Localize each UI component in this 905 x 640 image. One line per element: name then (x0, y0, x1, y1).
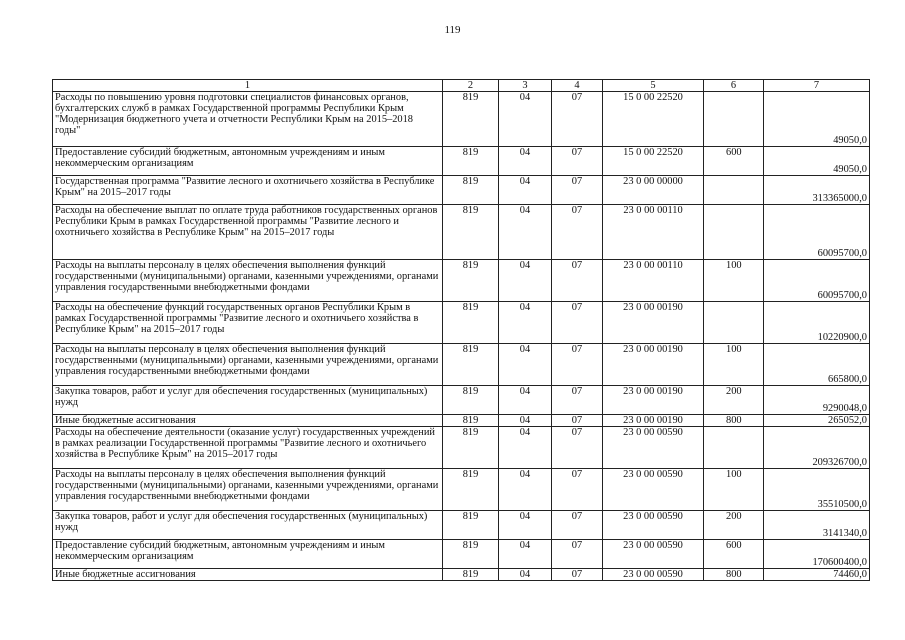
grbs-code: 819 (443, 302, 499, 344)
table-row (53, 176, 870, 205)
expense-type-code (704, 205, 764, 260)
target-article-code: 15 0 00 22520 (603, 147, 704, 176)
row-description: Расходы на выплаты персоналу в целях обеспечения выполнения функций государственными (муниципальными) органами, казенными учреждениями, органами управления государственными внебюджетными фондами (53, 469, 443, 511)
subsection-code: 07 (552, 205, 603, 260)
grbs-code: 819 (443, 511, 499, 540)
expense-type-code (704, 92, 764, 147)
amount-value: 170600400,0 (764, 540, 870, 569)
row-description: Иные бюджетные ассигнования (53, 569, 443, 581)
subsection-code: 07 (552, 386, 603, 415)
grbs-code: 819 (443, 205, 499, 260)
target-article-code: 23 0 00 00590 (603, 540, 704, 569)
amount-value: 265052,0 (764, 415, 870, 427)
row-description: Расходы на обеспечение выплат по оплате труда работников государственных органов Республики Крым в рамках Государственной программы "Развитие лесного и охотничьего хозяйства в Республике Крым" на 2015–2017 годы (53, 205, 443, 260)
row-description: Расходы на выплаты персоналу в целях обеспечения выполнения функций государственными (муниципальными) органами, казенными учреждениями, органами управления государственными внебюджетными фондами (53, 344, 443, 386)
expense-type-code: 200 (704, 511, 764, 540)
grbs-code: 819 (443, 569, 499, 581)
column-header: 6 (704, 80, 764, 92)
column-header: 1 (53, 80, 443, 92)
column-header: 4 (552, 80, 603, 92)
grbs-code: 819 (443, 176, 499, 205)
row-description: Предоставление субсидий бюджетным, автономным учреждениям и иным некоммерческим организациям (53, 147, 443, 176)
row-description: Расходы по повышению уровня подготовки специалистов финансовых органов, бухгалтерских служб в рамках Государственной программы Республики Крым "Модернизация бюджетного учета и отчетности Республики Крым на 2015–2018 годы" (53, 92, 443, 147)
table-row (53, 205, 870, 260)
amount-value: 60095700,0 (764, 260, 870, 302)
row-description: Иные бюджетные ассигнования (53, 415, 443, 427)
section-code: 04 (499, 147, 552, 176)
section-code: 04 (499, 260, 552, 302)
subsection-code: 07 (552, 511, 603, 540)
table-row (53, 386, 870, 415)
table-row (53, 260, 870, 302)
subsection-code: 07 (552, 469, 603, 511)
grbs-code: 819 (443, 386, 499, 415)
grbs-code: 819 (443, 260, 499, 302)
amount-value: 49050,0 (764, 147, 870, 176)
grbs-code: 819 (443, 427, 499, 469)
grbs-code: 819 (443, 344, 499, 386)
section-code: 04 (499, 302, 552, 344)
subsection-code: 07 (552, 540, 603, 569)
expense-type-code: 200 (704, 386, 764, 415)
row-description: Закупка товаров, работ и услуг для обеспечения государственных (муниципальных) нужд (53, 386, 443, 415)
section-code: 04 (499, 511, 552, 540)
target-article-code: 23 0 00 00190 (603, 302, 704, 344)
grbs-code: 819 (443, 469, 499, 511)
table-row (53, 344, 870, 386)
expense-type-code: 800 (704, 415, 764, 427)
expense-type-code: 100 (704, 344, 764, 386)
target-article-code: 15 0 00 22520 (603, 92, 704, 147)
page-number: 119 (444, 24, 461, 36)
expense-type-code (704, 302, 764, 344)
subsection-code: 07 (552, 344, 603, 386)
section-code: 04 (499, 469, 552, 511)
grbs-code: 819 (443, 540, 499, 569)
table-row (53, 540, 870, 569)
row-description: Расходы на выплаты персоналу в целях обеспечения выполнения функций государственными (муниципальными) органами, казенными учреждениями, органами управления государственными внебюджетными фондами (53, 260, 443, 302)
section-code: 04 (499, 569, 552, 581)
amount-value: 60095700,0 (764, 205, 870, 260)
expense-type-code: 800 (704, 569, 764, 581)
section-code: 04 (499, 205, 552, 260)
row-description: Расходы на обеспечение деятельности (оказание услуг) государственных учреждений в рамках реализации Государственной программы "Развитие лесного и охотничьего хозяйства в Республике Крым" на 2015–2017 годы (53, 427, 443, 469)
subsection-code: 07 (552, 415, 603, 427)
target-article-code: 23 0 00 00000 (603, 176, 704, 205)
table-row (53, 569, 870, 581)
row-description: Государственная программа "Развитие лесного и охотничьего хозяйства в Республике Крым" на 2015–2017 годы (53, 176, 443, 205)
target-article-code: 23 0 00 00590 (603, 427, 704, 469)
budget-table (52, 79, 870, 581)
subsection-code: 07 (552, 92, 603, 147)
target-article-code: 23 0 00 00190 (603, 415, 704, 427)
subsection-code: 07 (552, 302, 603, 344)
table-row (53, 415, 870, 427)
target-article-code: 23 0 00 00190 (603, 344, 704, 386)
grbs-code: 819 (443, 415, 499, 427)
section-code: 04 (499, 344, 552, 386)
table-header-row (53, 80, 870, 92)
row-description: Закупка товаров, работ и услуг для обеспечения государственных (муниципальных) нужд (53, 511, 443, 540)
target-article-code: 23 0 00 00590 (603, 511, 704, 540)
table-row (53, 511, 870, 540)
amount-value: 665800,0 (764, 344, 870, 386)
amount-value: 3141340,0 (764, 511, 870, 540)
column-header: 2 (443, 80, 499, 92)
target-article-code: 23 0 00 00590 (603, 469, 704, 511)
section-code: 04 (499, 427, 552, 469)
section-code: 04 (499, 176, 552, 205)
section-code: 04 (499, 92, 552, 147)
amount-value: 209326700,0 (764, 427, 870, 469)
expense-type-code: 600 (704, 540, 764, 569)
amount-value: 49050,0 (764, 92, 870, 147)
section-code: 04 (499, 386, 552, 415)
amount-value: 74460,0 (764, 569, 870, 581)
subsection-code: 07 (552, 569, 603, 581)
row-description: Расходы на обеспечение функций государственных органов Республики Крым в рамках Государственной программы "Развитие лесного и охотничьего хозяйства в Республике Крым" на 2015–2017 годы (53, 302, 443, 344)
table-row (53, 427, 870, 469)
grbs-code: 819 (443, 92, 499, 147)
amount-value: 35510500,0 (764, 469, 870, 511)
target-article-code: 23 0 00 00590 (603, 569, 704, 581)
target-article-code: 23 0 00 00110 (603, 205, 704, 260)
section-code: 04 (499, 540, 552, 569)
grbs-code: 819 (443, 147, 499, 176)
section-code: 04 (499, 415, 552, 427)
subsection-code: 07 (552, 147, 603, 176)
expense-type-code (704, 427, 764, 469)
subsection-code: 07 (552, 427, 603, 469)
expense-type-code (704, 176, 764, 205)
amount-value: 10220900,0 (764, 302, 870, 344)
amount-value: 313365000,0 (764, 176, 870, 205)
subsection-code: 07 (552, 176, 603, 205)
table-row (53, 302, 870, 344)
column-header: 3 (499, 80, 552, 92)
target-article-code: 23 0 00 00110 (603, 260, 704, 302)
amount-value: 9290048,0 (764, 386, 870, 415)
target-article-code: 23 0 00 00190 (603, 386, 704, 415)
table-row (53, 469, 870, 511)
row-description: Предоставление субсидий бюджетным, автономным учреждениям и иным некоммерческим организациям (53, 540, 443, 569)
column-header: 5 (603, 80, 704, 92)
column-header: 7 (764, 80, 870, 92)
expense-type-code: 100 (704, 469, 764, 511)
expense-type-code: 600 (704, 147, 764, 176)
table-row (53, 92, 870, 147)
expense-type-code: 100 (704, 260, 764, 302)
subsection-code: 07 (552, 260, 603, 302)
table-row (53, 147, 870, 176)
